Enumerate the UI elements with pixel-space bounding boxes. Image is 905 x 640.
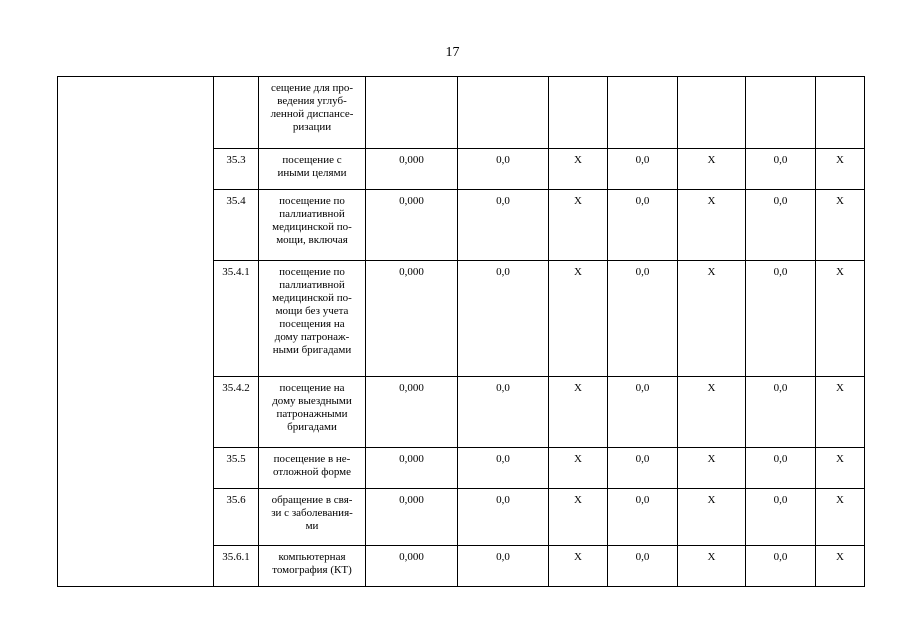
value-cell: X <box>678 448 746 489</box>
value-cell: 0,000 <box>366 190 458 261</box>
row-name-line: паллиативной <box>279 208 345 220</box>
value-cell: X <box>549 377 608 448</box>
row-code-cell <box>214 77 259 149</box>
value-cell <box>608 77 678 149</box>
row-name-line: посещение в не- <box>273 453 351 465</box>
row-name-line: ведения углуб- <box>277 95 347 107</box>
value-cell <box>366 77 458 149</box>
value-cell: 0,0 <box>608 448 678 489</box>
row-code-cell: 35.4.1 <box>214 261 259 377</box>
table-body <box>58 77 865 587</box>
value-cell: 0,0 <box>608 190 678 261</box>
value-cell: 0,0 <box>746 448 816 489</box>
value-cell: 0,000 <box>366 546 458 587</box>
value-cell: X <box>816 546 865 587</box>
value-cell: 0,0 <box>608 149 678 190</box>
row-code-cell: 35.5 <box>214 448 259 489</box>
row-name-line: ризации <box>292 121 332 133</box>
value-cell: 0,0 <box>746 377 816 448</box>
value-cell: 0,0 <box>458 190 549 261</box>
value-cell <box>816 77 865 149</box>
table-row <box>58 77 865 149</box>
row-name-cell <box>259 190 366 261</box>
value-cell: X <box>549 448 608 489</box>
row-code-cell: 35.6 <box>214 489 259 546</box>
row-name-line: сещение для про- <box>270 82 354 94</box>
value-cell <box>458 77 549 149</box>
row-name-cell <box>259 149 366 190</box>
value-cell: X <box>816 377 865 448</box>
row-name-line: медицинской по- <box>272 221 352 233</box>
row-code-cell: 35.4 <box>214 190 259 261</box>
row-name-line: обращение в свя- <box>271 494 353 506</box>
value-cell <box>746 77 816 149</box>
row-name-line: посещение по <box>279 266 345 278</box>
value-cell: 0,0 <box>458 261 549 377</box>
value-cell: X <box>549 190 608 261</box>
value-cell: 0,0 <box>746 190 816 261</box>
row-name-line: ми <box>305 520 319 532</box>
value-cell: 0,0 <box>458 489 549 546</box>
row-name-line: посещение с <box>282 154 342 166</box>
row-name-line: медицинской по- <box>272 292 352 304</box>
value-cell: 0,0 <box>458 149 549 190</box>
value-cell: 0,0 <box>608 377 678 448</box>
value-cell: X <box>678 377 746 448</box>
value-cell: 0,000 <box>366 377 458 448</box>
row-code-cell: 35.3 <box>214 149 259 190</box>
row-name-line: патронажными <box>276 408 348 420</box>
value-cell: X <box>678 489 746 546</box>
row-name-line: томография (КТ) <box>272 564 352 576</box>
value-cell: X <box>678 149 746 190</box>
row-name-line: зи с заболевания- <box>271 507 353 519</box>
row-name-line: компьютерная <box>278 551 346 563</box>
value-cell: X <box>678 546 746 587</box>
row-name-line: мощи, включая <box>276 234 348 246</box>
row-name-cell <box>259 489 366 546</box>
row-name-line: посещения на <box>279 318 345 330</box>
value-cell: X <box>549 149 608 190</box>
value-cell <box>678 77 746 149</box>
value-cell: 0,0 <box>608 489 678 546</box>
value-cell: 0,000 <box>366 489 458 546</box>
row-name-line: дому выездными <box>272 395 352 407</box>
row-code-cell: 35.6.1 <box>214 546 259 587</box>
row-name-line: бригадами <box>287 421 337 433</box>
value-cell: X <box>549 546 608 587</box>
row-name-line: иными целями <box>277 167 347 179</box>
row-name-line: ленной диспансе- <box>270 108 354 120</box>
value-cell: X <box>816 190 865 261</box>
value-cell: X <box>816 149 865 190</box>
value-cell: 0,0 <box>458 448 549 489</box>
row-name-line: отложной форме <box>272 466 352 478</box>
value-cell: X <box>816 448 865 489</box>
value-cell: 0,0 <box>458 377 549 448</box>
merged-blank-cell <box>58 77 214 587</box>
value-cell: X <box>816 261 865 377</box>
value-cell: X <box>678 261 746 377</box>
row-name-line: дому патронаж- <box>274 331 350 343</box>
value-cell: 0,000 <box>366 448 458 489</box>
value-cell: 0,0 <box>746 546 816 587</box>
row-code-cell: 35.4.2 <box>214 377 259 448</box>
data-table <box>57 76 865 587</box>
value-cell: X <box>678 190 746 261</box>
row-name-cell <box>259 448 366 489</box>
row-name-cell <box>259 377 366 448</box>
value-cell: 0,0 <box>746 149 816 190</box>
value-cell: 0,0 <box>746 261 816 377</box>
value-cell: 0,0 <box>458 546 549 587</box>
row-name-cell <box>259 77 366 149</box>
value-cell: X <box>549 489 608 546</box>
row-name-line: мощи без учета <box>275 305 349 317</box>
value-cell: 0,000 <box>366 149 458 190</box>
value-cell: 0,0 <box>746 489 816 546</box>
row-name-line: ными бригадами <box>272 344 352 356</box>
row-name-line: паллиативной <box>279 279 345 291</box>
row-name-line: посещение на <box>279 382 345 394</box>
value-cell: 0,0 <box>608 546 678 587</box>
page-number: 17 <box>445 45 460 60</box>
value-cell: X <box>816 489 865 546</box>
row-name-cell <box>259 261 366 377</box>
value-cell: 0,0 <box>608 261 678 377</box>
value-cell: 0,000 <box>366 261 458 377</box>
value-cell <box>549 77 608 149</box>
row-name-line: посещение по <box>279 195 345 207</box>
row-name-cell <box>259 546 366 587</box>
value-cell: X <box>549 261 608 377</box>
